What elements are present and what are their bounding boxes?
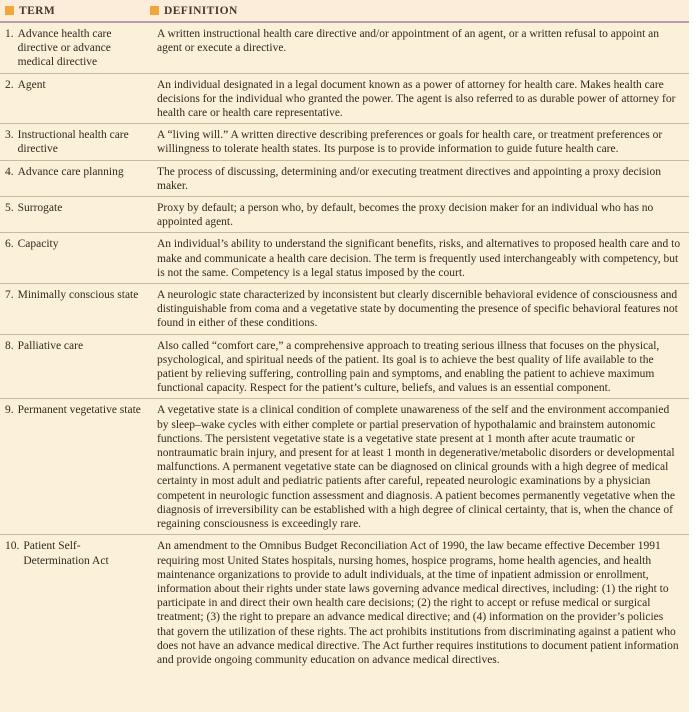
definition-text: Proxy by default; a person who, by default, becomes the proxy decision maker for an individual who has no appointed agent.	[157, 202, 654, 229]
term-number: 6.	[5, 238, 14, 251]
table-row	[0, 335, 689, 400]
term-cell	[0, 78, 150, 121]
term-cell	[0, 539, 150, 667]
term-number: 4.	[5, 165, 14, 178]
term-number: 8.	[5, 339, 14, 352]
table-row	[0, 284, 689, 335]
definition-text: Also called “comfort care,” a comprehensive approach to treating serious illness that focuses on the physical, psychological, and spiritual needs of the patient. Its goal is to achieve the best quality of life available to the patient by relieving suffering, controlling pain and symptoms, and enabling the patient to achieve maximum functional capacity. Respect for the patient’s culture, beliefs, and values is an essential component.	[157, 339, 660, 395]
term-bullet-icon	[5, 6, 14, 15]
table-row	[0, 124, 689, 160]
term-column-header	[0, 5, 150, 17]
term-label: Patient Self-Determination Act	[23, 540, 109, 567]
table-row	[0, 233, 689, 284]
table-header-row	[0, 0, 689, 23]
term-label: Instructional health care directive	[17, 129, 129, 156]
term-label: Permanent vegetative state	[17, 404, 141, 417]
term-cell	[0, 288, 150, 331]
term-number: 3.	[5, 129, 14, 142]
term-number: 10.	[5, 540, 20, 553]
table-row	[0, 399, 689, 535]
definition-text: A vegetative state is a clinical condition of complete unawareness of the self and the environment accompanied by sleep–wake cycles with either complete or partial preservation of hypothalamic and brainstem autonomic functions. The persistent vegetative state is a vegetative state present at 1 month after acute traumatic or nontraumatic brain injury, and present for at least 1 month in degenerative/metabolic disorders or developmental malfunctions. A permanent vegetative state can be diagnosed on clinical grounds with a high degree of medical certainty in most adult and pediatric patients after careful, repeated neurologic examinations by a physician competent in neurologic function assessment and diagnosis. A patient becomes permanently vegetative when the diagnosis of irreversibility can be established with a high degree of clinical certainty, that is, when the chance of regaining consciousness is exceedingly rare.	[157, 404, 675, 531]
table-row	[0, 23, 689, 74]
table-row	[0, 197, 689, 233]
definition-text: An individual designated in a legal document known as a power of attorney for health care. Makes health care decisions for the individual who granted the power. The agent is also referred to as durable power of attorney for health care or health care representative.	[157, 78, 676, 120]
definition-text: An individual’s ability to understand the significant benefits, risks, and alternatives to proposed health care and to make and communicate a health care decision. The term is frequently used interchangeably with competency, but is not the same. Competency is a legal status imposed by the court.	[157, 238, 681, 279]
term-cell	[0, 403, 150, 531]
definition-bullet-icon	[150, 6, 159, 15]
term-label: Advance care planning	[17, 165, 124, 178]
definition-text: A “living will.” A written directive describing preferences or goals for health care, or treatment preferences or willingness to tolerate health states. Its purpose is to provide information to guide future health care.	[157, 129, 663, 156]
term-label: Agent	[17, 78, 46, 91]
term-cell	[0, 201, 150, 229]
term-label: Capacity	[17, 238, 59, 251]
definition-text: A neurologic state characterized by inconsistent but clearly discernible behavioral evidence of consciousness and distinguishable from coma and a vegetative state by documenting the presence of specific behavioral features not found in either of these conditions.	[157, 289, 678, 330]
term-label: Surrogate	[17, 202, 63, 215]
definition-column-header	[150, 5, 689, 17]
term-label: Palliative care	[17, 339, 84, 352]
table-row	[0, 161, 689, 197]
definition-text: An amendment to the Omnibus Budget Reconciliation Act of 1990, the law became effective December 1991 requiring most United States hospitals, nursing homes, hospice programs, home health agencies, and health maintenance organizations to provide to adult individuals, at the time of inpatient admission or enrollment, information about their rights under state laws governing advance medical directives, including: (1) the right to participate in and direct their own health care decisions; (2) the right to accept or refuse medical or surgical treatment; (3) the right to prepare an advance medical directive; and (4) information on the provider’s policies that govern the utilization of these rights. The act prohibits institutions from discriminating against a patient who does not have an advance medical directive. The Act further requires institutions to document patient information and provide ongoing community education on advance medical directives.	[157, 540, 679, 666]
table-row	[0, 74, 689, 125]
term-cell	[0, 128, 150, 156]
term-number: 2.	[5, 78, 14, 91]
term-cell	[0, 165, 150, 193]
term-label: Advance health care directive or advance medical directive	[17, 28, 112, 69]
term-number: 5.	[5, 202, 14, 215]
definition-text: The process of discussing, determining and/or executing treatment directives and appointing a proxy decision maker.	[157, 165, 661, 192]
term-cell	[0, 339, 150, 396]
term-number: 7.	[5, 289, 14, 302]
term-cell	[0, 27, 150, 70]
term-label: Minimally conscious state	[17, 289, 139, 302]
term-number: 9.	[5, 404, 14, 417]
definition-text: A written instructional health care directive and/or appointment of an agent, or a written refusal to appoint an agent or execute a directive.	[157, 28, 659, 55]
term-header-label: TERM	[19, 4, 56, 17]
definition-header-label: DEFINITION	[164, 4, 238, 17]
term-cell	[0, 237, 150, 280]
table-row	[0, 535, 689, 670]
term-number: 1.	[5, 28, 14, 40]
